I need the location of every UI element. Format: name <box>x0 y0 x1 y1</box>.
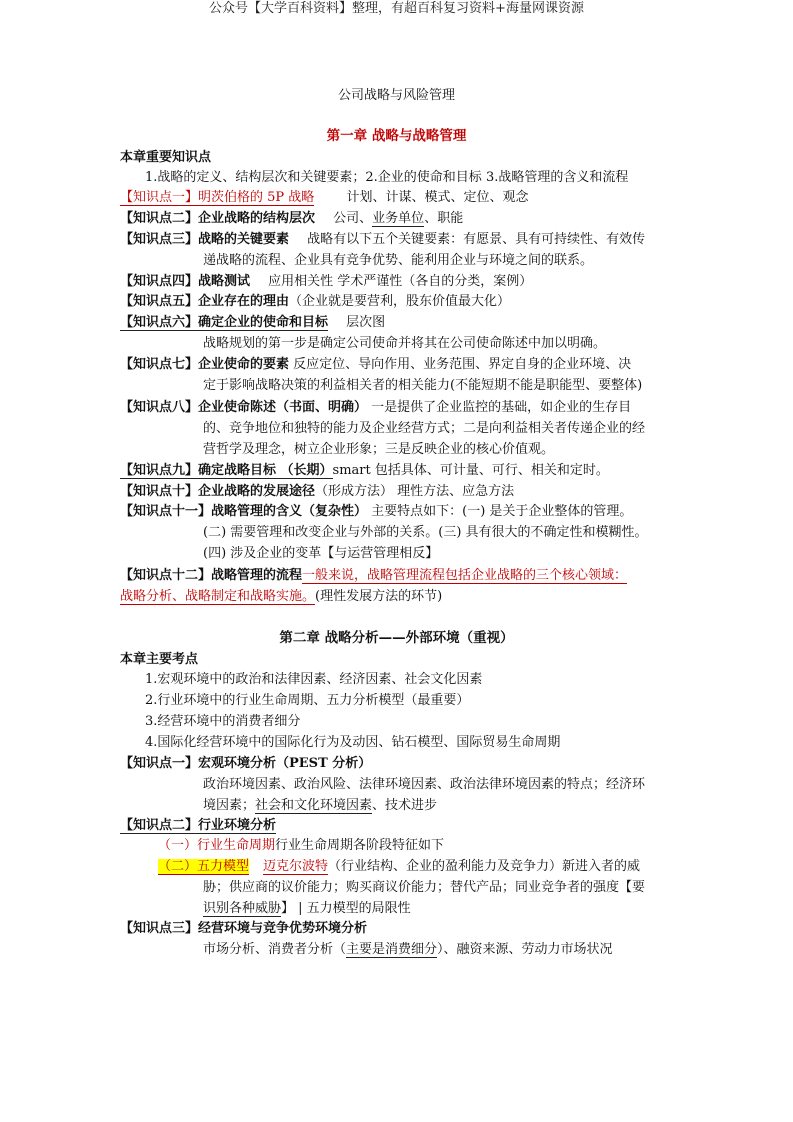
ch2-point-3: 3.经营环境中的消费者细分 <box>145 714 301 729</box>
page-header: 公众号【大学百科资料】整理，有超百科复习资料+海量网课资源 <box>209 1 584 16</box>
ch1-knowledge-point-7 <box>120 355 631 375</box>
kp7-text: 反应定位、导向作用、业务范围、界定自身的企业环境、决 <box>293 357 632 372</box>
kp7-tag: 【知识点七】企业使命的要素 <box>120 357 290 372</box>
ch2-kp3-continuation <box>203 940 613 960</box>
ch2-kp1-cont2-a: 境因素； <box>203 798 256 813</box>
kp3-tag: 【知识点三】战略的关键要素 <box>120 232 290 247</box>
kp4-tag: 【知识点四】战略测试 <box>120 274 251 289</box>
kp12-red-2: 战略分析、战略制定和战略实施。 <box>120 589 316 604</box>
ch2-knowledge-point-3: 【知识点三】经营环境与竞争优势环境分析 <box>120 921 368 936</box>
kp5-tag: 【知识点五】企业存在的理由 <box>120 294 290 309</box>
ch2-knowledge-point-1: 【知识点一】宏观环境分析（PEST 分析） <box>120 756 372 771</box>
ch2-section-heading: 本章主要考点 <box>120 652 199 667</box>
ch1-knowledge-point-12 <box>120 566 627 586</box>
ch1-knowledge-point-4 <box>120 272 532 292</box>
ch2-point-4: 4.国际化经营环境中的国际化行为及动因、钻石模型、国际贸易生命周期 <box>145 735 561 750</box>
kp4-text: 应用相关性 学术严谨性（各自的分类，案例） <box>268 274 533 289</box>
kp11-continuation-2: (四) 涉及企业的变革【与运营管理相反】 <box>203 546 439 561</box>
ch2-kp2-sub1-red: （一）行业生命周期 <box>158 838 276 853</box>
ch1-knowledge-point-5 <box>120 292 510 312</box>
kp2-text-a: 公司、 <box>333 211 373 226</box>
kp12-continuation <box>120 587 442 607</box>
kp7-continuation: 定于影响战略决策的利益相关者的相关能力(不能短期不能是职能型、要整体) <box>203 378 643 393</box>
ch2-point-2: 2.行业环境中的行业生命周期、五力分析模型（最重要） <box>145 693 470 708</box>
kp12-tag: 【知识点十二】战略管理的流程 <box>120 568 303 583</box>
ch2-kp2-continuation-2 <box>203 899 411 919</box>
kp2-text-c: 、职能 <box>424 211 464 226</box>
kp8-tag: 【知识点八】企业使命陈述（书面、明确） <box>120 400 368 415</box>
ch2-kp1-continuation-2 <box>203 796 437 816</box>
kp8-continuation-1: 的、竞争地位和独特的能力及企业经营方式；二是向利益相关者传递企业的经 <box>203 421 646 436</box>
ch2-kp1-cont2-c: 、技术进步 <box>372 798 438 813</box>
kp6-text: 层次图 <box>346 315 386 330</box>
kp2-text-b: 业务单位 <box>372 211 425 226</box>
ch2-kp3-cont-b: 主要是消费细分 <box>346 942 438 957</box>
chapter-1-title: 第一章 战略与战略管理 <box>326 128 467 144</box>
ch2-kp2-tag: 【知识点二】行业环境分析 <box>120 818 277 833</box>
kp12-red-1: 一般来说，战略管理流程包括企业战略的三个核心领域： <box>302 568 628 583</box>
ch2-kp3-cont-a: 市场分析、消费者分析（ <box>203 942 347 957</box>
ch1-knowledge-point-3 <box>120 230 645 250</box>
ch2-point-1: 1.宏观环境中的政治和法律因素、经济因素、社会文化因素 <box>145 672 483 687</box>
ch2-kp2-sub-2 <box>158 857 640 877</box>
ch1-section-heading: 本章重要知识点 <box>120 150 212 165</box>
kp3-continuation: 递战略的流程、企业具有竞争优势、能利用企业与环境之间的联系。 <box>203 253 594 268</box>
kp2-tag: 【知识点二】企业战略的结构层次 <box>120 211 316 226</box>
ch2-kp2-sub2-text: （行业结构、企业的盈利能力及竞争力）新进入者的威 <box>328 859 641 874</box>
kp11-tag: 【知识点十一】战略管理的含义（复杂性） <box>120 504 368 519</box>
ch1-knowledge-point-2 <box>120 209 463 229</box>
kp10-tag: 【知识点十】企业战略的发展途径 <box>120 484 316 499</box>
kp10-text: （形成方法） 理性方法、应急方法 <box>315 484 515 499</box>
ch2-kp2-cont2-b: 】 | 五力模型的局限性 <box>281 901 411 916</box>
kp5-text: （企业就是要营利，股东价值最大化） <box>289 294 511 309</box>
kp12-text: (理性发展方法的环节) <box>315 589 443 604</box>
ch2-kp2-continuation-1: 胁；供应商的议价能力；购买商议价能力；替代产品；同业竞争者的强度【要 <box>203 880 646 895</box>
kp9-tag: 【知识点九】确定战略目标 （长期） <box>120 463 333 478</box>
ch1-intro: 1.战略的定义、结构层次和关键要素；2.企业的使命和目标 3.战略管理的含义和流程 <box>145 170 629 185</box>
ch2-kp2-sub2-name: 迈克尔波特 <box>263 859 329 874</box>
kp8-continuation-2: 营哲学及理念，树立企业形象；三是反映企业的核心价值观。 <box>203 442 555 457</box>
kp6-tag: 【知识点六】确定企业的使命和目标 <box>120 315 329 330</box>
kp8-text: 一是提供了企业监控的基础，如企业的生存目 <box>371 400 632 415</box>
kp11-text: 主要特点如下：(一) 是关于企业整体的管理。 <box>371 504 633 519</box>
chapter-2-title: 第二章 战略分析——外部环境（重视） <box>279 630 514 646</box>
ch2-kp2-cont2-a: 识别各种威胁 <box>203 901 282 916</box>
ch1-knowledge-point-9 <box>120 461 609 481</box>
document-title: 公司战略与风险管理 <box>337 88 455 103</box>
ch1-knowledge-point-8 <box>120 398 631 418</box>
ch2-knowledge-point-2 <box>120 816 276 836</box>
ch2-kp1-cont2-b: 社会和文化环境因素 <box>255 798 373 813</box>
kp1-tag: 【知识点一】明茨伯格的 5P 战略 <box>120 190 315 205</box>
kp1-text: 计划、计谋、模式、定位、观念 <box>346 190 529 205</box>
kp3-text: 战略有以下五个关键要素：有愿景、具有可持续性、有效传 <box>307 232 646 247</box>
ch1-knowledge-point-10 <box>120 482 514 502</box>
ch2-kp2-sub2-red: （二）五力模型 <box>158 859 250 874</box>
kp6-continuation: 战略规划的第一步是确定公司使命并将其在公司使命陈述中加以明确。 <box>203 336 607 351</box>
ch2-kp3-cont-c: ）、融资来源、劳动力市场状况 <box>437 942 613 957</box>
ch1-knowledge-point-1 <box>120 188 528 208</box>
ch2-kp1-continuation-1: 政治环境因素、政治风险、法律环境因素、政治法律环境因素的特点；经济环 <box>203 777 646 792</box>
kp11-continuation-1: (二) 需要管理和改变企业与外部的关系。(三) 具有很大的不确定性和模糊性。 <box>203 525 648 540</box>
ch2-kp2-sub1-text: 行业生命周期各阶段特征如下 <box>275 838 445 853</box>
ch1-knowledge-point-11 <box>120 502 632 522</box>
kp9-text: smart 包括具体、可计量、可行、相关和定时。 <box>332 463 609 478</box>
ch1-knowledge-point-6 <box>120 313 385 333</box>
ch2-kp2-sub-1 <box>158 836 444 856</box>
